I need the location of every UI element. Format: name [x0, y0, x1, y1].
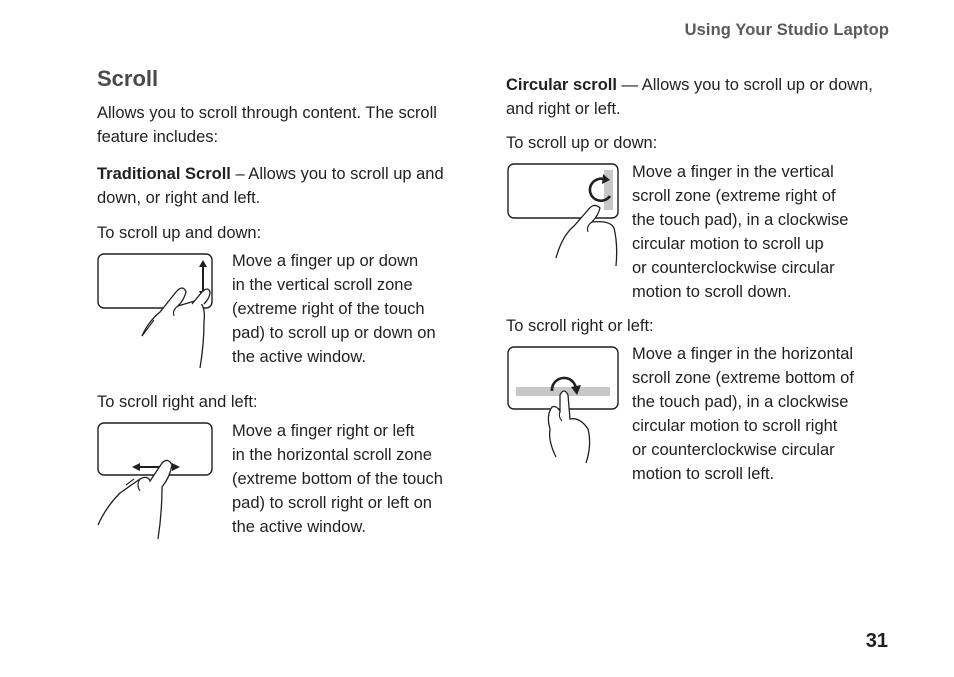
page-number: 31 — [865, 630, 888, 652]
horizontal-scroll-illustration — [96, 421, 218, 543]
traditional-scroll-paragraph — [97, 162, 477, 210]
desc-line: scroll zone (extreme right of — [632, 187, 836, 205]
traditional-scroll-desc: – Allows you to scroll up and down, or right and left. — [97, 165, 444, 207]
section-title: Scroll — [97, 66, 159, 91]
desc-line: motion to scroll down. — [632, 283, 792, 301]
desc-line: Move a finger in the horizontal — [632, 345, 854, 363]
traditional-scroll-term: Traditional Scroll — [97, 165, 231, 183]
desc-line: the active window. — [232, 518, 366, 536]
desc-line: (extreme right of the touch — [232, 300, 425, 318]
scroll-right-left-desc — [232, 419, 443, 539]
circular-scroll-desc: — Allows you to scroll up or down, and right or left. — [506, 76, 873, 118]
circular-up-down-desc — [632, 160, 848, 304]
running-header: Using Your Studio Laptop — [684, 21, 889, 39]
desc-line: or counterclockwise circular — [632, 259, 835, 277]
desc-line: circular motion to scroll right — [632, 417, 838, 435]
desc-line: Move a finger up or down — [232, 252, 419, 270]
desc-line: (extreme bottom of the touch — [232, 470, 443, 488]
scroll-right-left-heading: To scroll right and left: — [97, 393, 258, 411]
circular-horizontal-scroll-illustration — [506, 345, 628, 465]
scroll-up-down-desc — [232, 249, 436, 369]
circular-right-left-heading: To scroll right or left: — [506, 317, 654, 335]
desc-line: or counterclockwise circular — [632, 441, 835, 459]
desc-line: the touch pad), in a clockwise — [632, 393, 849, 411]
desc-line: scroll zone (extreme bottom of — [632, 369, 854, 387]
circular-up-down-heading: To scroll up or down: — [506, 134, 658, 152]
desc-line: in the horizontal scroll zone — [232, 446, 432, 464]
desc-line: the touch pad), in a clockwise — [632, 211, 849, 229]
desc-line: pad) to scroll up or down on — [232, 324, 436, 342]
desc-line: in the vertical scroll zone — [232, 276, 413, 294]
vertical-scroll-illustration — [96, 252, 218, 374]
desc-line: the active window. — [232, 348, 366, 366]
desc-line: Move a finger right or left — [232, 422, 415, 440]
circular-scroll-paragraph — [506, 73, 886, 121]
circular-scroll-term: Circular scroll — [506, 76, 617, 94]
desc-line: circular motion to scroll up — [632, 235, 824, 253]
circular-right-left-desc — [632, 342, 854, 486]
circular-vertical-scroll-illustration — [506, 162, 628, 267]
desc-line: motion to scroll left. — [632, 465, 775, 483]
desc-line: pad) to scroll right or left on — [232, 494, 432, 512]
scroll-up-down-heading: To scroll up and down: — [97, 224, 262, 242]
desc-line: Move a finger in the vertical — [632, 163, 834, 181]
scroll-intro: Allows you to scroll through content. The scroll feature includes: — [97, 104, 437, 146]
